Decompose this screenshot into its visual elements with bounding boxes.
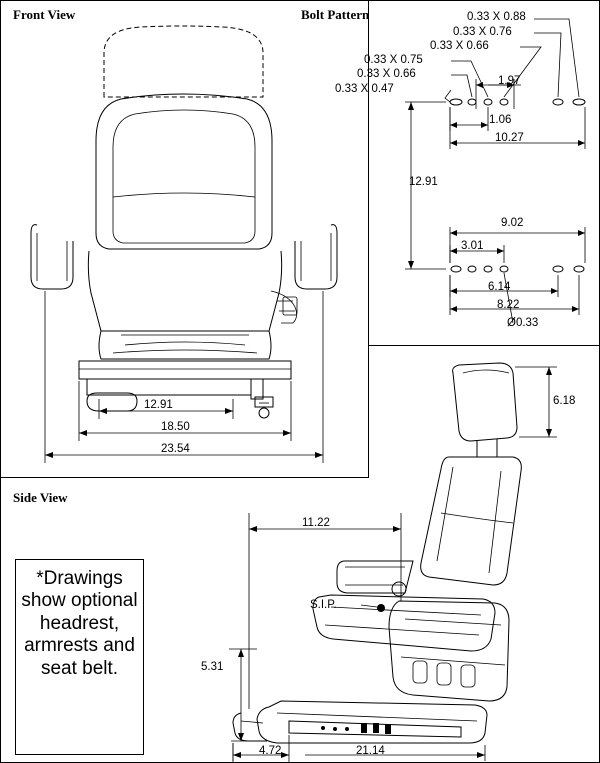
bolt-dim-12-91: 12.91 [409, 176, 438, 188]
bolt-pattern-title: Bolt Pattern [301, 7, 370, 22]
bolt-dim-diameter-0-33: Ø0.33 [507, 317, 539, 329]
bolt-callout-0-33-x-0-66-a: 0.33 X 0.66 [430, 40, 489, 52]
front-dim-18-50: 18.50 [161, 421, 190, 433]
bolt-dim-8-22: 8.22 [497, 299, 520, 311]
bolt-callout-0-33-x-0-88: 0.33 X 0.88 [467, 11, 526, 23]
side-dim-5-31: 5.31 [201, 661, 224, 673]
bolt-callout-0-33-x-0-75: 0.33 X 0.75 [364, 54, 423, 66]
front-dim-23-54: 23.54 [161, 443, 190, 455]
bolt-dim-1-06: 1.06 [489, 114, 512, 126]
bolt-dim-1-97: 1.97 [498, 75, 521, 87]
bolt-callout-0-33-x-0-47: 0.33 X 0.47 [335, 83, 394, 95]
bolt-dim-9-02: 9.02 [501, 217, 524, 229]
side-view-title: Side View [13, 490, 68, 505]
side-dim-21-14: 21.14 [356, 745, 385, 757]
bolt-dim-3-01: 3.01 [461, 240, 484, 252]
bolt-dim-10-27: 10.27 [495, 132, 524, 144]
side-dim-6-18: 6.18 [553, 395, 576, 407]
bolt-dim-6-14: 6.14 [488, 281, 511, 293]
side-dim-11-22: 11.22 [302, 517, 330, 529]
front-view-title: Front View [13, 7, 76, 22]
front-dim-12-91: 12.91 [144, 399, 173, 411]
note-box: *Drawings show optional headrest, armrests and seat belt. [15, 559, 144, 755]
bolt-callout-0-33-x-0-76: 0.33 X 0.76 [453, 26, 512, 38]
side-dim-4-72: 4.72 [259, 745, 282, 757]
bolt-callout-0-33-x-0-66-b: 0.33 X 0.66 [357, 68, 416, 80]
side-label-sip: S.I.P. [310, 599, 337, 611]
